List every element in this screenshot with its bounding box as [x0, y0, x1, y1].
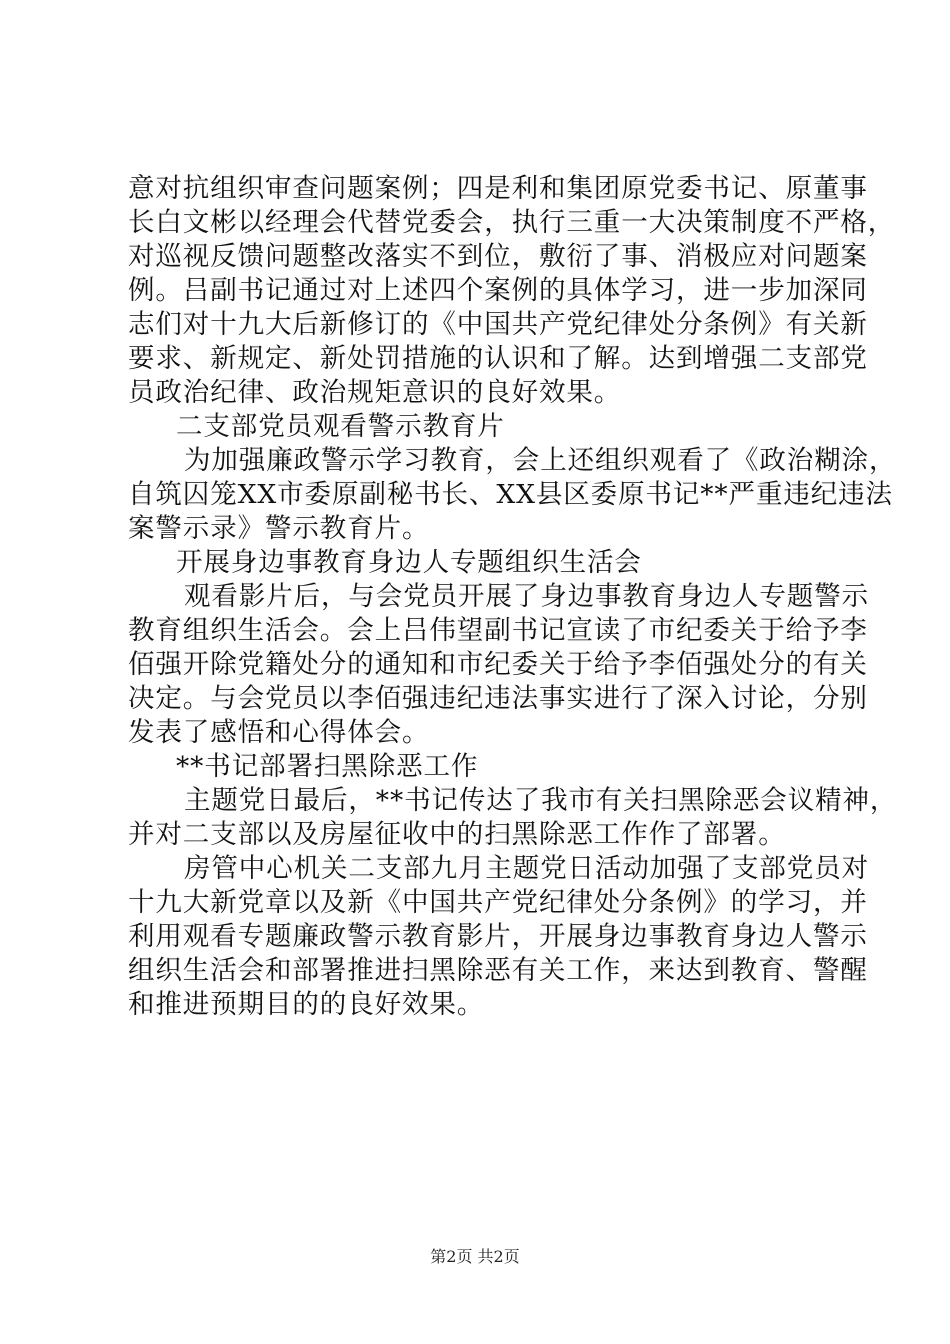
text-line: 为加强廉政警示学习教育，会上还组织观看了《政治糊涂， — [184, 445, 897, 476]
text-line: 要求、新规定、新处罚措施的认识和了解。达到增强二支部党 — [128, 343, 868, 374]
page-number: 第2页 共2页 — [430, 1247, 520, 1266]
text-line: 并对二支部以及房屋征收中的扫黑除恶工作作了部署。 — [128, 819, 786, 850]
text-line: 案警示录》警示教育片。 — [128, 513, 430, 544]
section-heading: 二支部党员观看警示教育片 — [176, 411, 505, 442]
text-line: 意对抗组织审查问题案例；四是利和集团原党委书记、原董事 — [128, 173, 868, 204]
text-line: 房管中心机关二支部九月主题党日活动加强了支部党员对 — [184, 853, 869, 884]
text-line: 对巡视反馈问题整改落实不到位，敷衍了事、消极应对问题案 — [128, 241, 868, 272]
text-line: 利用观看专题廉政警示教育影片，开展身边事教育身边人警示 — [128, 921, 868, 952]
text-line: 发表了感悟和心得体会。 — [128, 717, 430, 748]
text-line: 十九大新党章以及新《中国共产党纪律处分条例》的学习，并 — [128, 887, 868, 918]
text-line: 志们对十九大后新修订的《中国共产党纪律处分条例》有关新 — [128, 309, 868, 340]
text-line: 主题党日最后，**书记传达了我市有关扫黑除恶会议精神， — [184, 785, 898, 816]
section-heading: 开展身边事教育身边人专题组织生活会 — [176, 547, 642, 578]
text-line: 自筑囚笼XX市委原副秘书长、XX县区委原书记**严重违纪违法 — [128, 479, 893, 510]
text-line: 观看影片后，与会党员开展了身边事教育身边人专题警示 — [184, 581, 869, 612]
text-line: 员政治纪律、政治规矩意识的良好效果。 — [128, 377, 622, 408]
section-heading: **书记部署扫黑除恶工作 — [176, 751, 479, 782]
text-line: 和推进预期目的的良好效果。 — [128, 989, 485, 1020]
text-line: 佰强开除党籍处分的通知和市纪委关于给予李佰强处分的有关 — [128, 649, 868, 680]
text-line: 决定。与会党员以李佰强违纪违法事实进行了深入讨论，分别 — [128, 683, 868, 714]
text-line: 长白文彬以经理会代替党委会，执行三重一大决策制度不严格， — [128, 207, 896, 238]
page-footer — [0, 1244, 950, 1267]
document-body — [128, 172, 898, 1022]
text-line: 教育组织生活会。会上吕伟望副书记宣读了市纪委关于给予李 — [128, 615, 868, 646]
text-line: 组织生活会和部署推进扫黑除恶有关工作，来达到教育、警醒 — [128, 955, 868, 986]
text-line: 例。吕副书记通过对上述四个案例的具体学习，进一步加深同 — [128, 275, 868, 306]
